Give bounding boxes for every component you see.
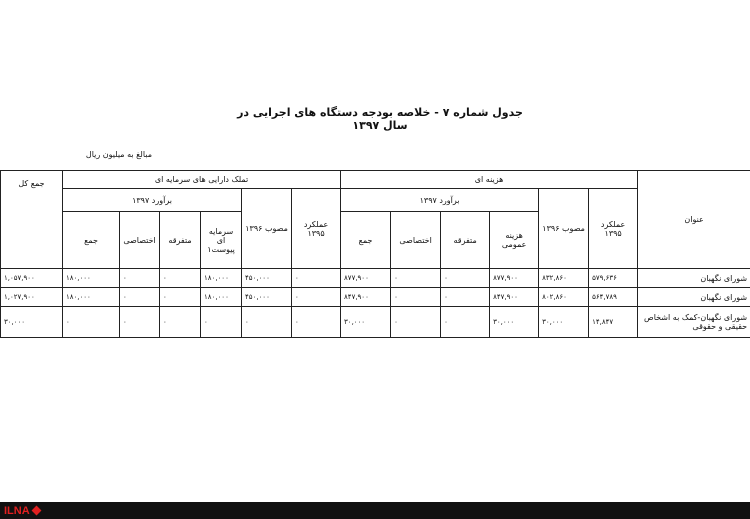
cell-capital-misc: ۰ [160, 307, 201, 338]
cell-capital-actual: ۰ [292, 269, 341, 288]
table-row [1, 288, 750, 307]
cell-capital-approved: ۴۵۰,۰۰۰ [242, 269, 292, 288]
header-capital-approved-1396: مصوب ۱۳۹۶ [242, 189, 292, 269]
table-title: جدول شماره ۷ - خلاصه بودجه دستگاه های اجرایی در سال ۱۳۹۷ [237, 106, 523, 132]
header-current-approved-1396: مصوب ۱۳۹۶ [539, 189, 589, 269]
cell-current-total: ۸۷۷,۹۰۰ [341, 269, 391, 288]
header-capital-annex1: سرمایه ای پیوست۱ [201, 212, 242, 269]
cell-current-approved: ۳۰,۰۰۰ [539, 307, 589, 338]
header-current-general: هزینه عمومی [490, 212, 539, 269]
footer-bar [0, 502, 750, 519]
cell-grand-total: ۱,۰۵۷,۹۰۰ [1, 269, 63, 288]
row-title: شورای نگهبان-کمک به اشخاص حقیقی و حقوقی [638, 307, 750, 338]
cell-current-approved: ۸۳۲,۸۶۰ [539, 269, 589, 288]
cell-current-actual: ۵۷۹,۶۳۶ [589, 269, 638, 288]
header-current-cost: هزینه ای [341, 171, 638, 189]
cell-current-special: ۰ [391, 288, 441, 307]
header-capital-assets: تملک دارایی های سرمایه ای [63, 171, 341, 189]
header-current-estimate-1397: برآورد ۱۳۹۷ [341, 189, 539, 212]
cell-capital-special: ۰ [120, 307, 160, 338]
cell-current-general: ۳۰,۰۰۰ [490, 307, 539, 338]
cell-current-misc: ۰ [441, 269, 490, 288]
cell-capital-misc: ۰ [160, 269, 201, 288]
header-capital-estimate-1397: برآورد ۱۳۹۷ [63, 189, 242, 212]
cell-capital-annex1: ۰ [201, 307, 242, 338]
row-title: شورای نگهبان [638, 269, 750, 288]
cell-capital-special: ۰ [120, 288, 160, 307]
cell-current-special: ۰ [391, 307, 441, 338]
header-grand-total: جمع کل [1, 171, 63, 269]
cell-current-total: ۸۴۷,۹۰۰ [341, 288, 391, 307]
cell-current-misc: ۰ [441, 307, 490, 338]
cell-current-general: ۸۷۷,۹۰۰ [490, 269, 539, 288]
header-capital-total: جمع [63, 212, 120, 269]
cell-capital-actual: ۰ [292, 307, 341, 338]
logo-text: ILNA [4, 504, 30, 517]
header-capital-actual-1395: عملکرد ۱۳۹۵ [292, 189, 341, 269]
cell-capital-total: ۱۸۰,۰۰۰ [63, 288, 120, 307]
cell-current-total: ۳۰,۰۰۰ [341, 307, 391, 338]
cell-capital-total: ۱۸۰,۰۰۰ [63, 269, 120, 288]
cell-current-approved: ۸۰۲,۸۶۰ [539, 288, 589, 307]
cell-capital-total: ۰ [63, 307, 120, 338]
header-current-misc: متفرقه [441, 212, 490, 269]
table-row [1, 269, 750, 288]
cell-current-misc: ۰ [441, 288, 490, 307]
cell-grand-total: ۳۰,۰۰۰ [1, 307, 63, 338]
cell-current-actual: ۵۶۴,۷۸۹ [589, 288, 638, 307]
cell-current-special: ۰ [391, 269, 441, 288]
table-row [1, 307, 750, 338]
cell-capital-actual: ۰ [292, 288, 341, 307]
cell-grand-total: ۱,۰۲۷,۹۰۰ [1, 288, 63, 307]
cell-current-actual: ۱۴,۸۴۷ [589, 307, 638, 338]
budget-table [0, 170, 750, 338]
header-current-actual-1395: عملکرد ۱۳۹۵ [589, 189, 638, 269]
header-current-total: جمع [341, 212, 391, 269]
cell-current-general: ۸۴۷,۹۰۰ [490, 288, 539, 307]
ilna-logo [4, 502, 40, 519]
cell-capital-special: ۰ [120, 269, 160, 288]
header-title: عنوان [638, 171, 750, 269]
cell-capital-misc: ۰ [160, 288, 201, 307]
cell-capital-approved: ۰ [242, 307, 292, 338]
row-title: شورای نگهبان [638, 288, 750, 307]
cell-capital-annex1: ۱۸۰,۰۰۰ [201, 288, 242, 307]
header-capital-misc: متفرقه [160, 212, 201, 269]
header-current-special: اختصاصی [391, 212, 441, 269]
logo-mark-icon [31, 506, 41, 516]
cell-capital-approved: ۴۵۰,۰۰۰ [242, 288, 292, 307]
unit-note: مبالغ به میلیون ریال [85, 150, 152, 159]
header-capital-special: اختصاصی [120, 212, 160, 269]
cell-capital-annex1: ۱۸۰,۰۰۰ [201, 269, 242, 288]
